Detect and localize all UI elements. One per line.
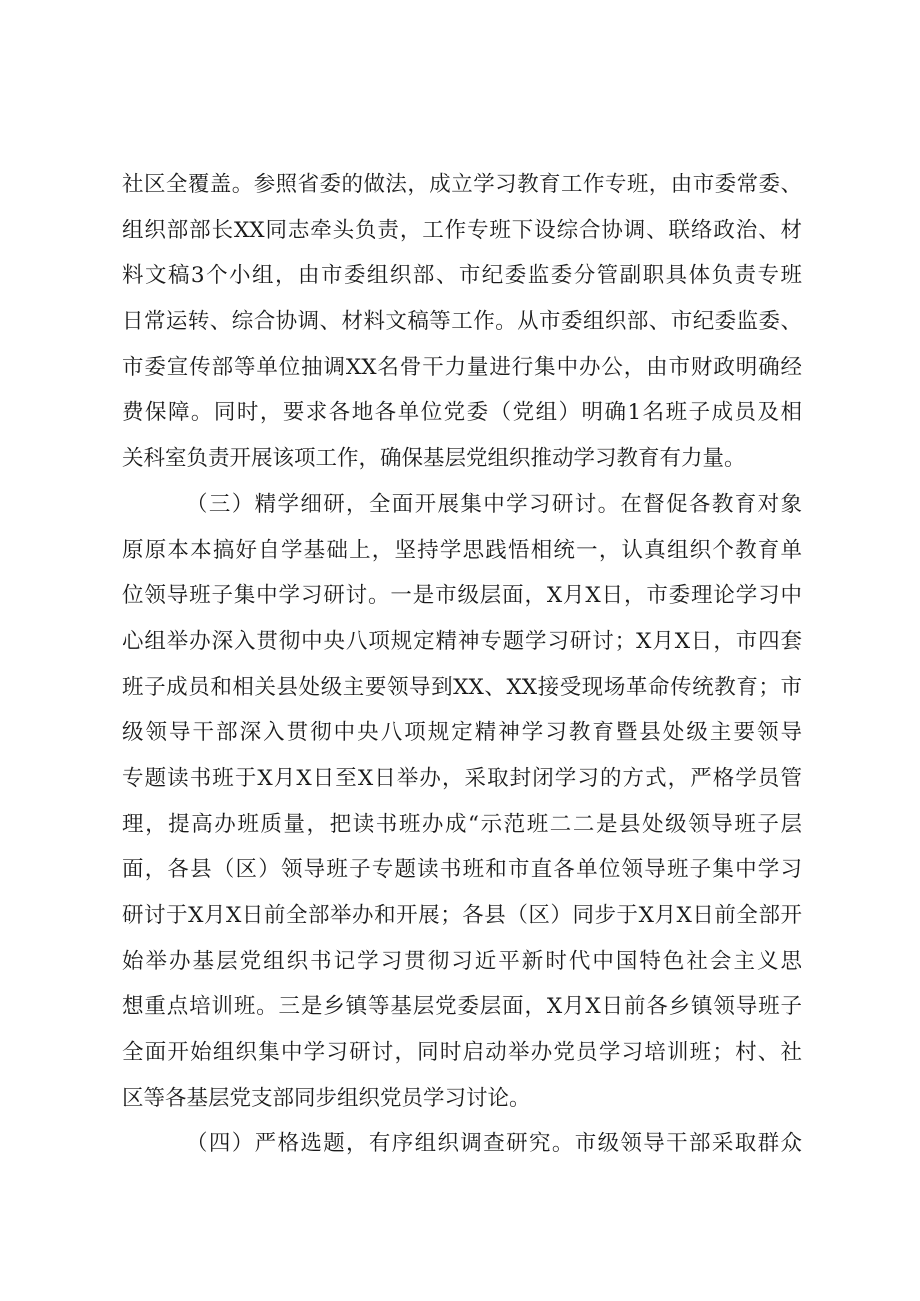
text-line: 级领导干部深入贯彻中央八项规定精神学习教育暨县处级主要领导 (122, 720, 802, 746)
text-line: 理，提高办班质量，把读书班办成“示范班二二是县处级领导班子层 (122, 811, 802, 837)
text-line: 区等各基层党支部同步组织党员学习讨论。 (122, 1085, 531, 1111)
text-line: 关科室负责开展该项工作，确保基层党组织推动学习教育有力量。 (122, 446, 746, 472)
text-line: 专题读书班于X月X日至X日举办，采取封闭学习的方式，严格学员管 (122, 765, 802, 791)
text-line: 市委宣传部等单位抽调XX名骨干力量进行集中办公，由市财政明确经 (122, 354, 802, 380)
text-line: 全面开始组织集中学习研讨，同时启动举办党员学习培训班；村、社 (122, 1040, 802, 1066)
paragraph-p1 (122, 162, 802, 482)
document-body (122, 162, 802, 1167)
paragraph-p3 (122, 1121, 802, 1167)
text-line: 组织部部长XX同志牵头负责，工作专班下设综合协调、联络政治、材 (122, 217, 802, 243)
text-line: 始举办基层党组织书记学习贯彻习近平新时代中国特色社会主义思 (122, 948, 802, 974)
text-line: 位领导班子集中学习研讨。一是市级层面，X月X日，市委理论学习中 (122, 583, 802, 609)
text-line: 日常运转、综合协调、材料文稿等工作。从市委组织部、市纪委监委、 (122, 309, 802, 335)
text-line: 费保障。同时，要求各地各单位党委（党组）明确1名班子成员及相 (122, 400, 802, 426)
text-line: 心组举办深入贯彻中央八项规定精神专题学习研讨；X月X日，市四套 (122, 628, 802, 654)
text-line: 班子成员和相关县处级主要领导到XX、XX接受现场革命传统教育；市 (122, 674, 802, 700)
text-line: 社区全覆盖。参照省委的做法，成立学习教育工作专班，由市委常委、 (122, 172, 802, 197)
section-heading-line: （四）严格选题，有序组织调查研究。市级领导干部采取群众 (186, 1131, 802, 1157)
text-line: 研讨于X月X日前全部举办和开展；各县（区）同步于X月X日前全部开 (122, 903, 802, 928)
text-line: 料文稿3个小组，由市委组织部、市纪委监委分管副职具体负责专班 (122, 263, 802, 289)
text-line: 原原本本搞好自学基础上，坚持学思践悟相统一，认真组织个教育单 (122, 537, 802, 563)
paragraph-p2 (122, 482, 802, 1122)
section-heading-line: （三）精学细研，全面开展集中学习研讨。在督促各教育对象 (186, 491, 802, 517)
text-line: 面，各县（区）领导班子专题读书班和市直各单位领导班子集中学习 (122, 857, 802, 883)
text-line: 想重点培训班。三是乡镇等基层党委层面，X月X日前各乡镇领导班子 (122, 994, 802, 1020)
